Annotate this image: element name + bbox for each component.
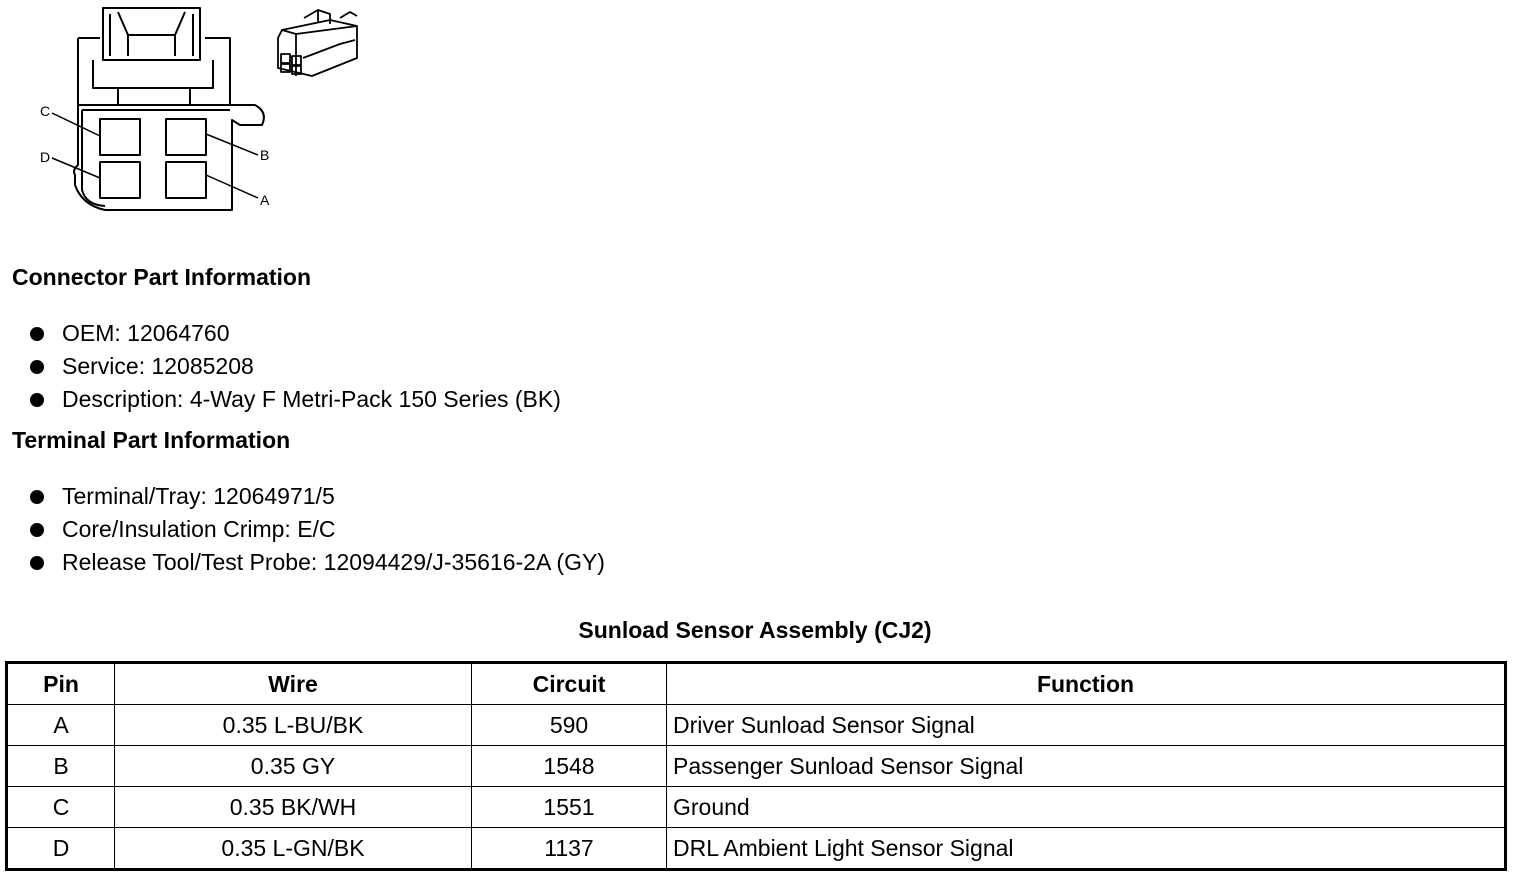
bullet-icon [30,327,44,341]
header-function: Function [667,663,1506,705]
table-row [7,746,1506,787]
pin-label-a: A [260,192,270,208]
table-row [7,705,1506,746]
cell-wire: 0.35 GY [115,746,472,787]
list-item [28,480,605,513]
cell-pin: C [7,787,115,828]
cell-wire: 0.35 L-GN/BK [115,828,472,870]
connector-service: Service: 12085208 [62,353,254,379]
table-row [7,787,1506,828]
cell-circuit: 1137 [472,828,667,870]
pin-label-d: D [40,149,51,165]
connector-info-list [28,317,561,416]
cell-function: Driver Sunload Sensor Signal [667,705,1506,746]
list-item [28,317,561,350]
cell-function: DRL Ambient Light Sensor Signal [667,828,1506,870]
cell-function: Ground [667,787,1506,828]
cell-pin: A [7,705,115,746]
pin-label-b: B [260,147,270,163]
cell-circuit: 1548 [472,746,667,787]
table-title: Sunload Sensor Assembly (CJ2) [578,617,932,643]
cell-wire: 0.35 L-BU/BK [115,705,472,746]
bullet-icon [30,523,44,537]
cell-circuit: 590 [472,705,667,746]
terminal-info-heading: Terminal Part Information [12,427,291,453]
list-item [28,350,561,383]
cell-circuit: 1551 [472,787,667,828]
bullet-icon [30,556,44,570]
list-item [28,546,605,579]
cell-pin: D [7,828,115,870]
terminal-release-tool: Release Tool/Test Probe: 12094429/J-35616-2A (GY) [62,549,605,575]
header-circuit: Circuit [472,663,667,705]
cell-pin: B [7,746,115,787]
pinout-table [5,661,1507,871]
bullet-icon [30,393,44,407]
pin-label-c: C [40,103,51,119]
cell-function: Passenger Sunload Sensor Signal [667,746,1506,787]
cell-wire: 0.35 BK/WH [115,787,472,828]
terminal-info-list [28,480,605,579]
list-item [28,383,561,416]
bullet-icon [30,360,44,374]
terminal-tray: Terminal/Tray: 12064971/5 [62,483,335,509]
table-header-row [7,663,1506,705]
connector-diagram [0,0,400,230]
connector-oem: OEM: 12064760 [62,320,230,346]
connector-face-drawing [0,0,400,230]
connector-description: Description: 4-Way F Metri-Pack 150 Series (BK) [62,386,561,412]
connector-info-heading: Connector Part Information [12,264,312,290]
header-wire: Wire [115,663,472,705]
bullet-icon [30,490,44,504]
table-row [7,828,1506,870]
terminal-crimp: Core/Insulation Crimp: E/C [62,516,336,542]
list-item [28,513,605,546]
header-pin: Pin [7,663,115,705]
